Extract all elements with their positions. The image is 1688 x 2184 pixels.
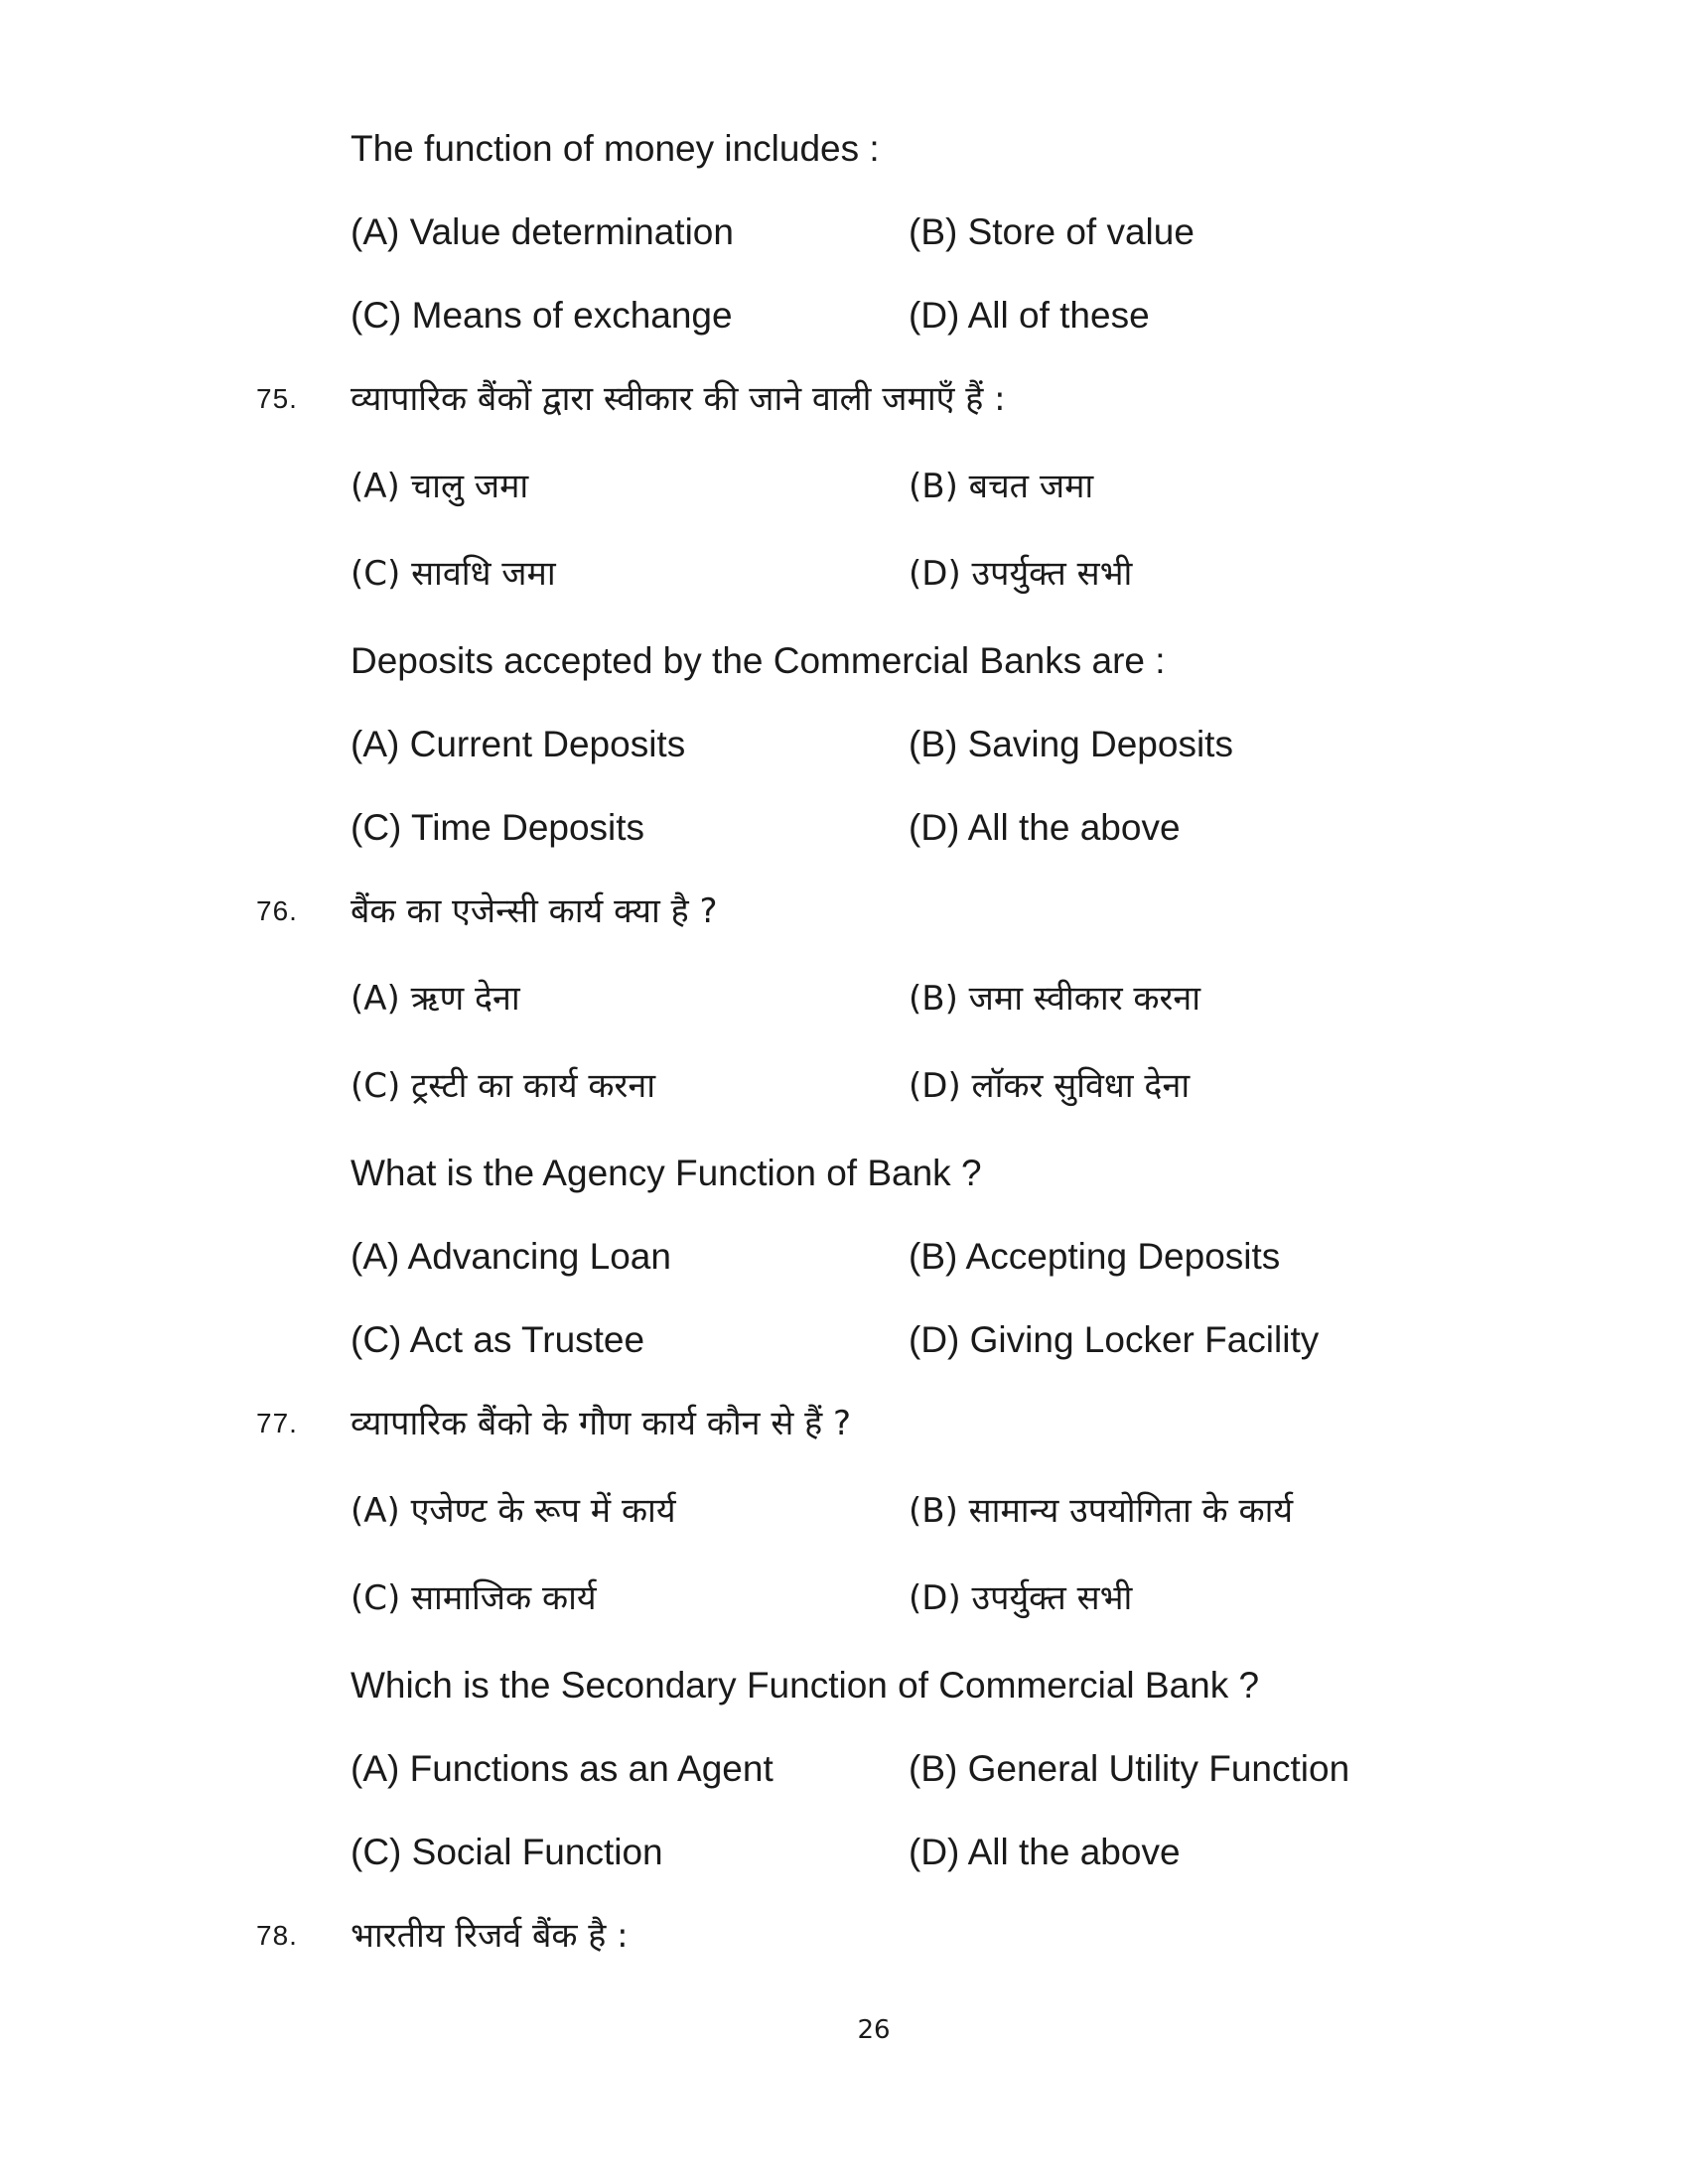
q77-hi-options-row-2	[0, 1569, 1688, 1628]
option-a: (A) Value determination	[351, 211, 734, 252]
option-d: (D) All of these	[909, 295, 1150, 336]
q75-hi-options-row-1	[0, 457, 1688, 516]
q74-en-stem-line	[0, 119, 1688, 179]
question-stem: Which is the Secondary Function of Commercial Bank ?	[351, 1665, 1260, 1706]
option-b-hindi: (B) जमा स्वीकार करना	[909, 979, 1201, 1019]
q77-hi-stem-line	[0, 1394, 1688, 1453]
option-a-hindi: (A) ऋण देना	[351, 979, 520, 1019]
q77-en-options-row-1	[0, 1739, 1688, 1799]
option-b-hindi: (B) सामान्य उपयोगिता के कार्य	[909, 1491, 1294, 1531]
option-c-hindi: (C) ट्रस्टी का कार्य करना	[351, 1066, 656, 1106]
q75-hi-stem-line	[0, 369, 1688, 429]
q78-hi-stem-line	[0, 1906, 1688, 1966]
q75-hi-options-row-2	[0, 544, 1688, 604]
question-stem-hindi: बैंक का एजेन्सी कार्य क्या है ?	[351, 891, 718, 931]
option-b: (B) General Utility Function	[909, 1748, 1350, 1789]
question-number: 78.	[256, 1920, 298, 1951]
q75-en-options-row-1	[0, 715, 1688, 774]
q75-en-options-row-2	[0, 798, 1688, 858]
q74-en-options-row-2	[0, 286, 1688, 345]
question-stem: Deposits accepted by the Commercial Banks are :	[351, 640, 1166, 681]
q75-en-stem-line	[0, 631, 1688, 691]
option-d-hindi: (D) उपर्युक्त सभी	[909, 1578, 1133, 1618]
option-d: (D) All the above	[909, 807, 1181, 848]
option-a-hindi: (A) चालु जमा	[351, 467, 529, 506]
question-number: 75.	[256, 383, 298, 414]
option-d: (D) All the above	[909, 1832, 1181, 1872]
option-c: (C) Social Function	[351, 1832, 663, 1872]
option-a: (A) Current Deposits	[351, 724, 686, 764]
q77-en-stem-line	[0, 1656, 1688, 1715]
q76-en-options-row-1	[0, 1227, 1688, 1287]
option-b: (B) Accepting Deposits	[909, 1236, 1281, 1277]
q77-hi-options-row-1	[0, 1481, 1688, 1541]
option-d: (D) Giving Locker Facility	[909, 1319, 1320, 1360]
question-stem-hindi: भारतीय रिजर्व बैंक है :	[351, 1916, 629, 1956]
question-number: 77.	[256, 1408, 298, 1438]
option-c: (C) Act as Trustee	[351, 1319, 645, 1360]
option-c: (C) Means of exchange	[351, 295, 733, 336]
q74-en-options-row-1	[0, 203, 1688, 262]
q76-hi-stem-line	[0, 882, 1688, 941]
option-b: (B) Saving Deposits	[909, 724, 1233, 764]
question-stem-hindi: व्यापारिक बैंको के गौण कार्य कौन से हैं ?	[351, 1404, 852, 1443]
option-b: (B) Store of value	[909, 211, 1195, 252]
option-d-hindi: (D) उपर्युक्त सभी	[909, 554, 1133, 594]
option-d-hindi: (D) लॉकर सुविधा देना	[909, 1066, 1191, 1106]
question-number: 76.	[256, 895, 298, 926]
q77-en-options-row-2	[0, 1823, 1688, 1882]
option-a: (A) Advancing Loan	[351, 1236, 671, 1277]
question-stem: What is the Agency Function of Bank ?	[351, 1153, 982, 1193]
q76-en-stem-line	[0, 1144, 1688, 1203]
question-stem: The function of money includes :	[351, 128, 880, 169]
option-c: (C) Time Deposits	[351, 807, 645, 848]
option-a-hindi: (A) एजेण्ट के रूप में कार्य	[351, 1491, 676, 1531]
option-c-hindi: (C) सामाजिक कार्य	[351, 1578, 597, 1618]
option-a: (A) Functions as an Agent	[351, 1748, 774, 1789]
q76-en-options-row-2	[0, 1310, 1688, 1370]
q76-hi-options-row-2	[0, 1056, 1688, 1116]
q76-hi-options-row-1	[0, 969, 1688, 1028]
option-b-hindi: (B) बचत जमा	[909, 467, 1094, 506]
option-c-hindi: (C) सावधि जमा	[351, 554, 556, 594]
page-number: 26	[857, 2015, 891, 2045]
question-stem-hindi: व्यापारिक बैंकों द्वारा स्वीकार की जाने वाली जमाएँ हैं :	[351, 379, 1006, 419]
